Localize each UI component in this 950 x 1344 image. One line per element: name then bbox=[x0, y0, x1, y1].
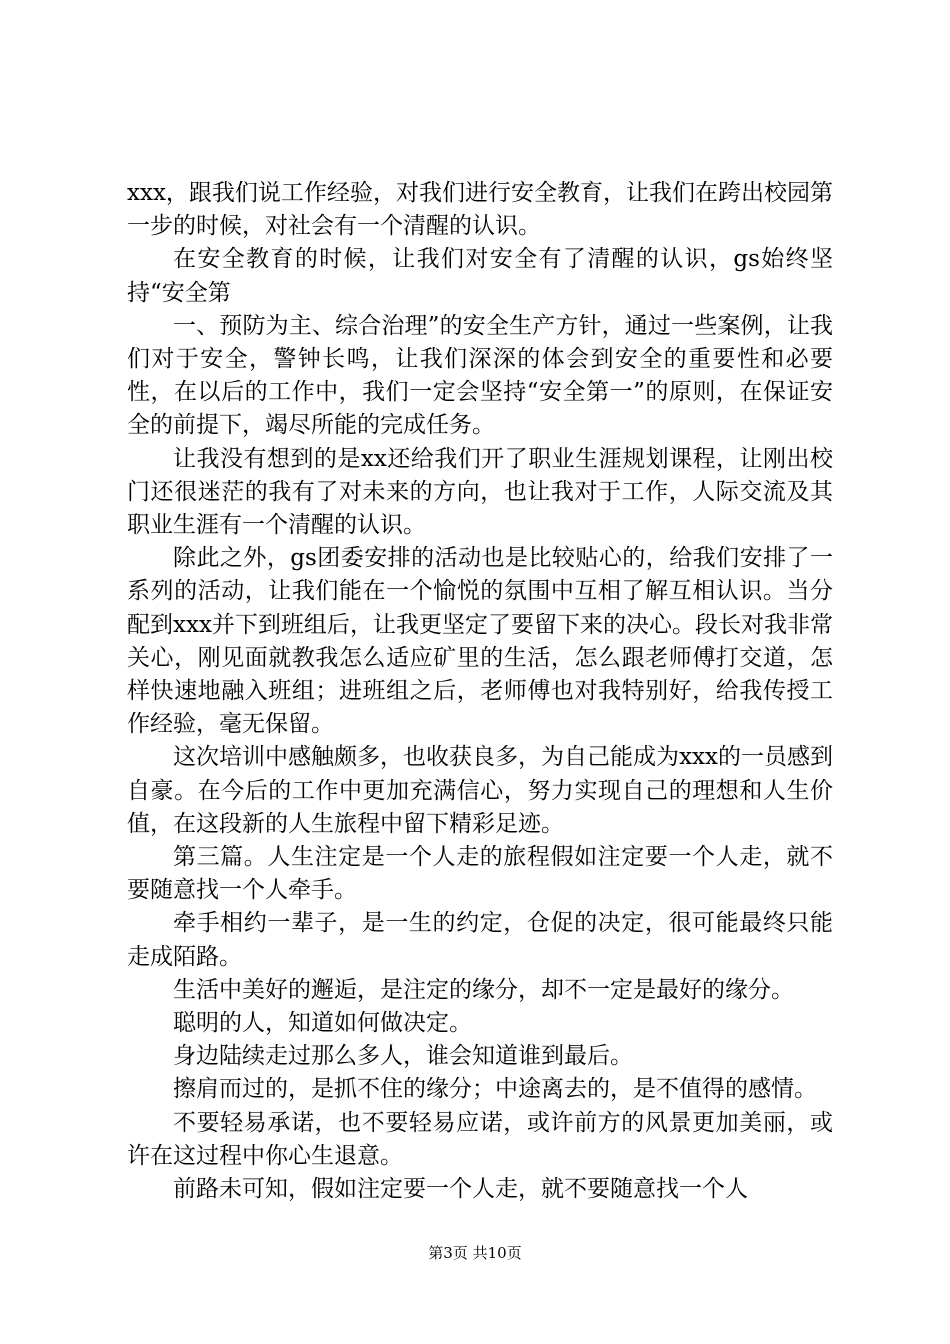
paragraph: 除此之外，gs团委安排的活动也是比较贴心的，给我们安排了一系列的活动，让我们能在一个愉悦的氛围中互相了解互相认识。当分配到xxx并下到班组后，让我更坚定了要留下来的决心。段长对我非常关心，刚见面就教我怎么适应矿里的生活，怎么跟老师傅打交道，怎样快速地融入班组；进班组之后，老师傅也对我特别好，给我传授工作经验，毫无保留。 bbox=[127, 545, 833, 738]
paragraph: 聪明的人，知道如何做决定。 bbox=[173, 1010, 472, 1037]
paragraph: 擦肩而过的，是抓不住的缘分；中途离去的，是不值得的感情。 bbox=[173, 1076, 817, 1103]
paragraph: 这次培训中感触颇多，也收获良多，为自己能成为xxx的一员感到自豪。在今后的工作中更加充满信心，努力实现自己的理想和人生价值，在这段新的人生旅程中留下精彩足迹。 bbox=[127, 744, 833, 837]
paragraph: 在安全教育的时候，让我们对安全有了清醒的认识，gs始终坚持“安全第 bbox=[127, 246, 833, 306]
paragraph: 让我没有想到的是xx还给我们开了职业生涯规划课程，让刚出校门还很迷茫的我有了对未来的方向，也让我对于工作，人际交流及其职业生涯有一个清醒的认识。 bbox=[127, 445, 833, 539]
paragraph: 第三篇。人生注定是一个人走的旅程假如注定要一个人走，就不要随意找一个人牵手。 bbox=[127, 844, 833, 904]
paragraph: 一、预防为主、综合治理”的安全生产方针，通过一些案例，让我们对于安全，警钟长鸣，让我们深深的体会到安全的重要性和必要性，在以后的工作中，我们一定会坚持“安全第一”的原则，在保证安全的前提下，竭尽所能的完成任务。 bbox=[127, 312, 833, 439]
paragraph: 身边陆续走过那么多人，谁会知道谁到最后。 bbox=[173, 1043, 633, 1070]
paragraph: 生活中美好的邂逅，是注定的缘分，却不一定是最好的缘分。 bbox=[173, 976, 794, 1003]
document-body bbox=[127, 177, 833, 1206]
paragraph: xxx，跟我们说工作经验，对我们进行安全教育，让我们在跨出校园第一步的时候，对社会有一个清醒的认识。 bbox=[127, 180, 833, 240]
paragraph: 前路未可知，假如注定要一个人走，就不要随意找一个人 bbox=[173, 1176, 748, 1203]
page-footer: 第3页 共10页 bbox=[428, 1244, 522, 1262]
paragraph: 不要轻易承诺，也不要轻易应诺，或许前方的风景更加美丽，或许在这过程中你心生退意。 bbox=[127, 1109, 833, 1169]
paragraph: 牵手相约一辈子，是一生的约定，仓促的决定，很可能最终只能走成陌路。 bbox=[127, 910, 833, 970]
